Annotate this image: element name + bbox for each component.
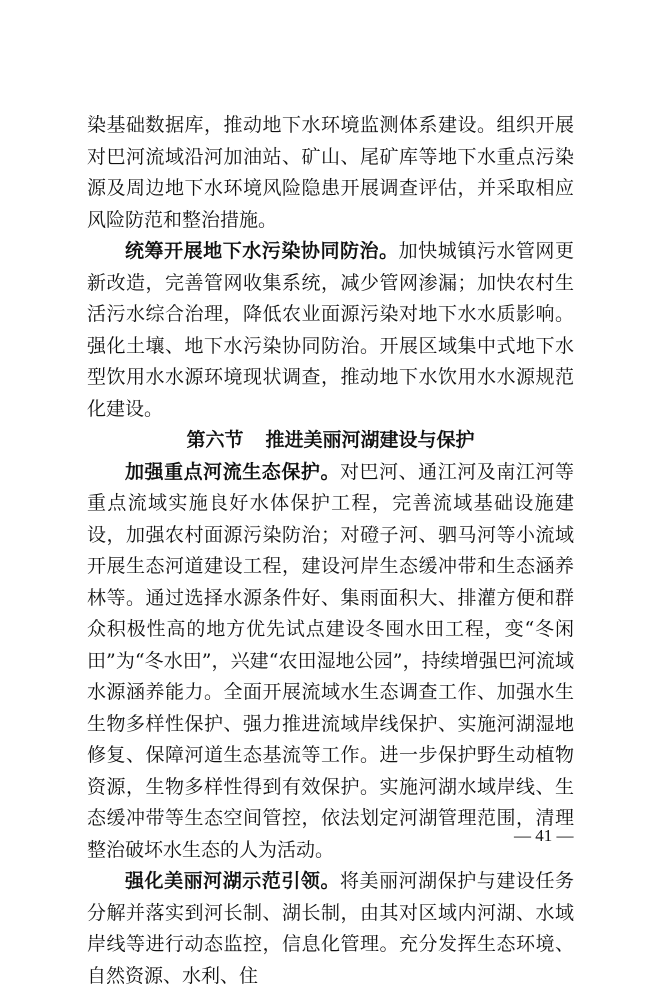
paragraph-4: [87, 866, 574, 992]
paragraph-lead: 强化美丽河湖示范引领。: [125, 870, 340, 892]
paragraph-text: 对巴河、通江河及南江河等重点流域实施良好水体保护工程，完善流域基础设施建设，加强农村面源污染防治；对磴子河、驷马河等小流域开展生态河道建设工程，建设河岸生态缓冲带和生态涵养林等。通过选择水源条件好、集雨面积大、排灌方便和群众积极性高的地方优先试点建设冬囤水田工程，变“冬闲田”为“冬水田”，兴建“农田湿地公园”，持续增强巴河流域水源涵养能力。全面开展流域水生态调查工作、加强水生生物多样性保护、强力推进流域岸线保护、实施河湖湿地修复、保障河道生态基流等工作。进一步保护野生动植物资源，生物多样性得到有效保护。实施河湖水域岸线、生态缓冲带等生态空间管控，依法划定河湖管理范围，清理整治破坏水生态的人为活动。: [87, 460, 574, 861]
paragraph-text: 染基础数据库，推动地下水环境监测体系建设。组织开展对巴河流域沿河加油站、矿山、尾矿库等地下水重点污染源及周边地下水环境风险隐患开展调查评估，并采取相应风险防范和整治措施。: [87, 114, 574, 231]
paragraph-lead: 加强重点河流生态保护。: [125, 460, 340, 483]
section-number: 第六节: [186, 429, 244, 451]
body-text: [87, 110, 574, 992]
paragraph-2: [87, 236, 574, 425]
paragraph-text: 将美丽河湖保护与建设任务分解并落实到河长制、湖长制，由其对区域内河湖、水域岸线等进行动态监控，信息化管理。充分发挥生态环境、自然资源、水利、住: [87, 870, 574, 987]
section-heading: [87, 425, 574, 457]
page-number: — 41 —: [514, 826, 574, 845]
paragraph-3: [87, 457, 574, 867]
paragraph-1: [87, 110, 574, 236]
paragraph-lead: 统筹开展地下水污染协同防治。: [125, 240, 399, 262]
paragraph-text: 加快城镇污水管网更新改造，完善管网收集系统，减少管网渗漏；加快农村生活污水综合治理，降低农业面源污染对地下水水质影响。强化土壤、地下水污染协同防治。开展区域集中式地下水型饮用水水源环境现状调查，推动地下水饮用水水源规范化建设。: [87, 240, 574, 420]
section-title: 推进美丽河湖建设与保护: [265, 429, 475, 451]
